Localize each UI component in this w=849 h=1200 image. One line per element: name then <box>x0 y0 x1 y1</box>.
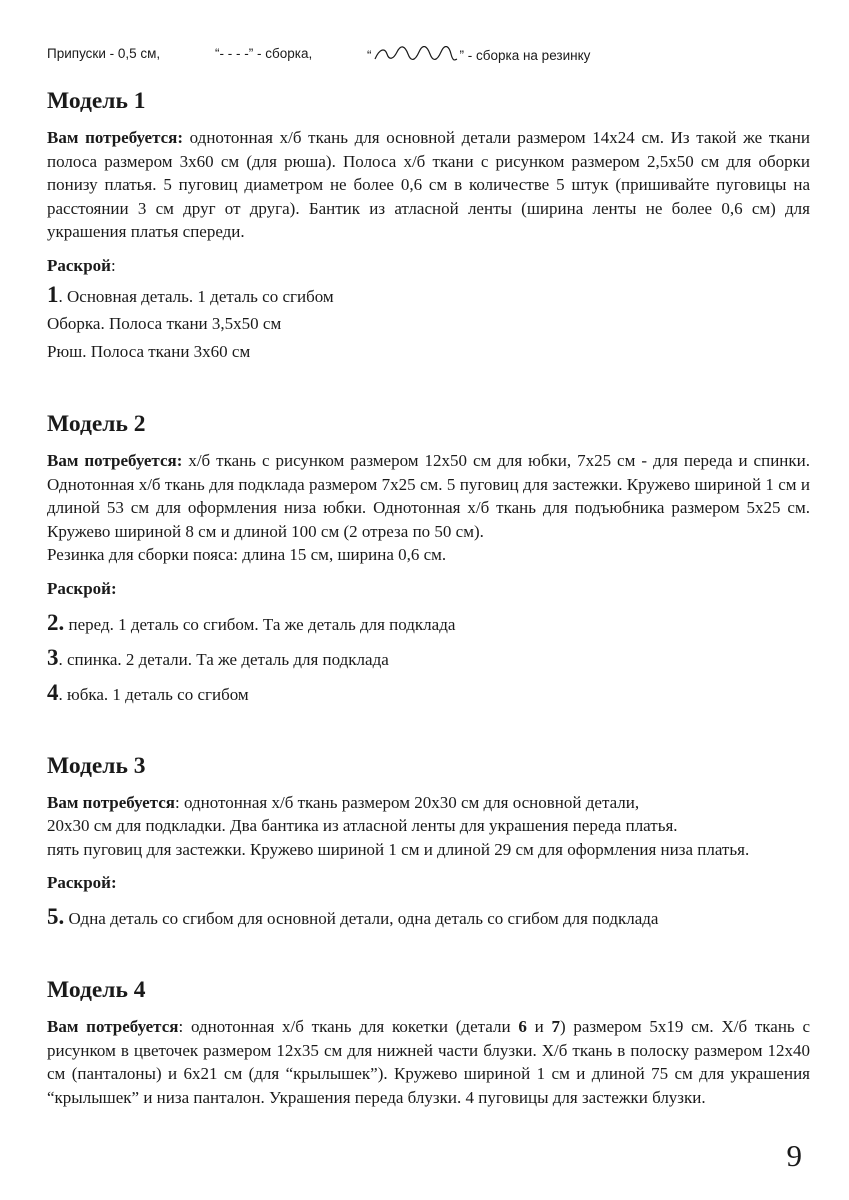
part-number: 3 <box>47 644 59 670</box>
model-2-elastic: Резинка для сборки пояса: длина 15 см, ширина 0,6 см. <box>47 545 447 564</box>
model-4-title: Модель 4 <box>47 977 146 1003</box>
legend <box>47 46 807 66</box>
model-4-section <box>47 975 810 1109</box>
cut-item-text: . Основная деталь. 1 деталь со сгибом <box>58 286 334 306</box>
part-number: 2. <box>47 609 65 635</box>
materials-text: х/б ткань с рисунком размером 12х50 см для юбки, 7х25 см - для переда и спинки. Однотонная х/б ткань для подклада размером 7х25 см. 5 пуговиц для застежки. Кружево шириной 1 см и длиной 53 см для оформления низа юбки. Однотонная х/б ткань для подъюбника размером 5х25 см. Кружево шириной 8 см и длиной 100 см (2 отреза по 50 см). <box>47 451 810 541</box>
model-2-title: Модель 2 <box>47 411 146 437</box>
cut-item-4 <box>47 676 810 711</box>
model-4-materials <box>47 1015 810 1109</box>
elastic-open-quote: “ <box>367 48 372 63</box>
model-3-cut-heading: Раскрой: <box>47 873 117 892</box>
model-3-materials-rest: пять пуговиц для застежки. Кружево шириной 1 см и длиной 29 см для оформления низа платья. <box>47 839 750 859</box>
materials-label: Вам потребуется <box>47 1017 179 1036</box>
cut-item-ruffle: Оборка. Полоса ткани 3,5х50 см <box>47 314 282 333</box>
model-3-section <box>47 751 810 936</box>
model-3-materials-line1 <box>47 791 810 815</box>
part-number: 1 <box>47 281 59 307</box>
materials-text: : однотонная х/б ткань для кокетки (детали <box>178 1017 519 1036</box>
model-1-title: Модель 1 <box>47 88 146 114</box>
model-1-section <box>47 86 810 363</box>
part-number: 4 <box>47 679 59 705</box>
cut-item-frill: Рюш. Полоса ткани 3х60 см <box>47 341 251 361</box>
part-7-ref: 7 <box>551 1017 560 1036</box>
cut-item-5 <box>47 900 810 935</box>
cut-colon: : <box>110 255 116 275</box>
materials-label: Вам потребуется: <box>47 451 183 470</box>
model-2-cut-heading: Раскрой: <box>47 578 117 598</box>
wavy-line-icon <box>373 46 459 62</box>
model-1-cut-heading <box>47 254 810 277</box>
gather-symbol: “- - - -” <box>215 46 254 61</box>
cut-item-text: Одна деталь со сгибом для основной детали, одна деталь со сгибом для подклада <box>64 909 659 928</box>
elastic-text: - сборка на резинку <box>467 48 591 63</box>
model-2-section <box>47 409 810 711</box>
cut-item-3 <box>47 641 810 676</box>
part-6-ref: 6 <box>518 1017 527 1036</box>
materials-text: : однотонная х/б ткань размером 20х30 см для основной детали, <box>174 792 640 812</box>
model-2-materials <box>47 449 810 543</box>
page-content <box>47 86 810 1139</box>
elastic-close-quote: ” <box>459 48 464 63</box>
cut-item-text: перед. 1 деталь со сгибом. Та же деталь для подклада <box>64 614 456 634</box>
allowance-note: Припуски - 0,5 см, <box>47 46 161 61</box>
elastic-legend <box>367 46 590 63</box>
materials-label: Вам потребуется <box>47 792 175 812</box>
materials-text: ) размером 5х19 см. Х/б ткань с рисунком в цветочек размером 12х35 см для нижней части блузки. Х/б ткань в полоску размером 12х40 см (панталоны) и 6х21 см (для “крылышек”). Кружево шириной 1 см и длиной 75 см для украшения “крылышек” и низа панталон. Украшения переда блузки. 4 пуговицы для застежки блузки. <box>47 1017 810 1107</box>
gather-legend <box>215 46 312 61</box>
cut-item-1 <box>47 283 810 309</box>
model-3-materials-line2: 20х30 см для подкладки. Два бантика из атласной ленты для украшения переда платья. <box>47 816 678 835</box>
page-number: 9 <box>786 1138 802 1173</box>
cut-item-2 <box>47 606 810 641</box>
cut-label: Раскрой <box>47 255 111 275</box>
cut-item-text: . спинка. 2 детали. Та же деталь для подклада <box>58 649 389 669</box>
conjunction: и <box>526 1017 552 1036</box>
gather-text: - сборка, <box>257 46 313 61</box>
model-1-materials <box>47 126 810 244</box>
part-number: 5. <box>47 904 65 929</box>
model-3-title: Модель 3 <box>47 752 146 779</box>
materials-text: однотонная х/б ткань для основной детали размером 14х24 см. Из такой же ткани полоса размером 3х60 см (для рюша). Полоса х/б ткани с рисунком размером 2,5х50 см для оборки понизу платья. 5 пуговиц диаметром не более 0,6 см в количестве 5 штук (пришивайте пуговицы на расстоянии 3 см друг от друга). Бантик из атласной ленты (ширина ленты не более 0,6 см) для украшения платья спереди. <box>47 128 810 241</box>
cut-item-text: . юбка. 1 деталь со сгибом <box>58 684 249 704</box>
materials-label: Вам потребуется: <box>47 128 184 147</box>
